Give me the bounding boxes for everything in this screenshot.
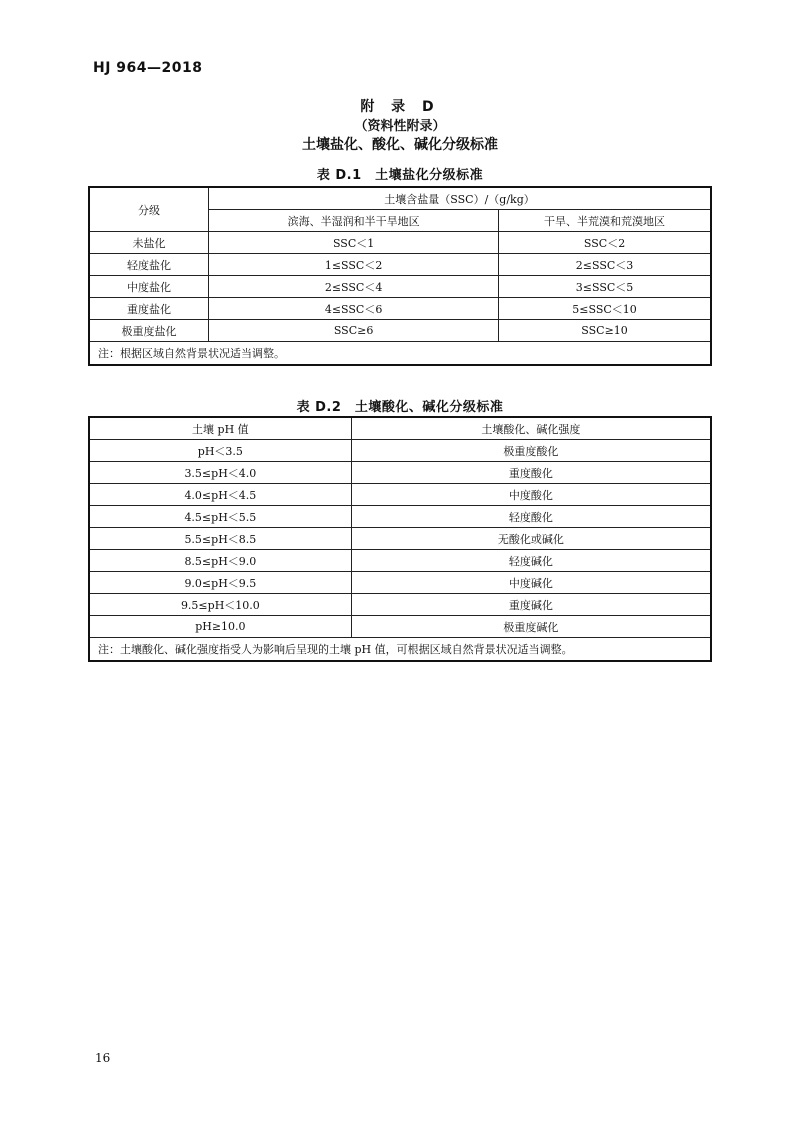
ph-cell: pH＜3.5 bbox=[89, 440, 351, 462]
page-number: 16 bbox=[95, 1051, 111, 1065]
arid-cell: 3≤SSC＜5 bbox=[499, 276, 711, 298]
table-note-row bbox=[89, 638, 711, 662]
appendix-name: 土壤盐化、酸化、碱化分级标准 bbox=[302, 137, 498, 153]
intensity-cell: 中度酸化 bbox=[351, 484, 711, 506]
table2-caption: 表 D.2 土壤酸化、碱化分级标准 bbox=[296, 400, 504, 415]
coastal-cell: SSC＜1 bbox=[209, 232, 499, 254]
appendix-type: （资料性附录） bbox=[354, 119, 446, 134]
column-header-grade: 分级 bbox=[89, 187, 209, 232]
table-header-row bbox=[89, 187, 711, 210]
table-row bbox=[89, 462, 711, 484]
coastal-cell: SSC≥6 bbox=[209, 320, 499, 342]
intensity-cell: 轻度碱化 bbox=[351, 550, 711, 572]
table-note-row bbox=[89, 342, 711, 366]
table-header-row bbox=[89, 417, 711, 440]
table1-caption: 表 D.1 土壤盐化分级标准 bbox=[316, 168, 484, 183]
intensity-cell: 轻度酸化 bbox=[351, 506, 711, 528]
standard-code: HJ 964—2018 bbox=[93, 60, 203, 76]
ph-cell: 9.5≤pH＜10.0 bbox=[89, 594, 351, 616]
coastal-cell: 2≤SSC＜4 bbox=[209, 276, 499, 298]
ph-cell: 4.0≤pH＜4.5 bbox=[89, 484, 351, 506]
grade-cell: 极重度盐化 bbox=[89, 320, 209, 342]
intensity-cell: 中度碱化 bbox=[351, 572, 711, 594]
column-header-coastal: 滨海、半湿润和半干旱地区 bbox=[209, 210, 499, 232]
ph-cell: 8.5≤pH＜9.0 bbox=[89, 550, 351, 572]
table-row bbox=[89, 276, 711, 298]
arid-cell: SSC≥10 bbox=[499, 320, 711, 342]
table-row bbox=[89, 298, 711, 320]
grade-cell: 轻度盐化 bbox=[89, 254, 209, 276]
appendix-title: 附 录 D bbox=[360, 99, 440, 115]
coastal-cell: 4≤SSC＜6 bbox=[209, 298, 499, 320]
intensity-cell: 极重度酸化 bbox=[351, 440, 711, 462]
intensity-cell: 重度酸化 bbox=[351, 462, 711, 484]
acidification-table bbox=[88, 416, 712, 662]
table-row bbox=[89, 232, 711, 254]
table-row bbox=[89, 320, 711, 342]
table-row bbox=[89, 254, 711, 276]
ph-cell: 4.5≤pH＜5.5 bbox=[89, 506, 351, 528]
table-row bbox=[89, 616, 711, 638]
ph-cell: pH≥10.0 bbox=[89, 616, 351, 638]
table-row bbox=[89, 506, 711, 528]
grade-cell: 重度盐化 bbox=[89, 298, 209, 320]
table-row bbox=[89, 484, 711, 506]
table-row bbox=[89, 594, 711, 616]
ph-cell: 5.5≤pH＜8.5 bbox=[89, 528, 351, 550]
column-header-arid: 干旱、半荒漠和荒漠地区 bbox=[499, 210, 711, 232]
salinization-table bbox=[88, 186, 712, 366]
grade-cell: 未盐化 bbox=[89, 232, 209, 254]
table-note: 注：土壤酸化、碱化强度指受人为影响后呈现的土壤 pH 值，可根据区域自然背景状况适当调整。 bbox=[89, 638, 711, 662]
table-row bbox=[89, 528, 711, 550]
arid-cell: 2≤SSC＜3 bbox=[499, 254, 711, 276]
column-header-ph: 土壤 pH 值 bbox=[89, 417, 351, 440]
column-header-intensity: 土壤酸化、碱化强度 bbox=[351, 417, 711, 440]
grade-cell: 中度盐化 bbox=[89, 276, 209, 298]
arid-cell: 5≤SSC＜10 bbox=[499, 298, 711, 320]
column-header-salt-content: 土壤含盐量（SSC）/（g/kg） bbox=[209, 187, 711, 210]
intensity-cell: 极重度碱化 bbox=[351, 616, 711, 638]
ph-cell: 9.0≤pH＜9.5 bbox=[89, 572, 351, 594]
intensity-cell: 重度碱化 bbox=[351, 594, 711, 616]
intensity-cell: 无酸化或碱化 bbox=[351, 528, 711, 550]
coastal-cell: 1≤SSC＜2 bbox=[209, 254, 499, 276]
arid-cell: SSC＜2 bbox=[499, 232, 711, 254]
table-row bbox=[89, 572, 711, 594]
table-row bbox=[89, 550, 711, 572]
table-note: 注：根据区域自然背景状况适当调整。 bbox=[89, 342, 711, 366]
table-row bbox=[89, 440, 711, 462]
ph-cell: 3.5≤pH＜4.0 bbox=[89, 462, 351, 484]
